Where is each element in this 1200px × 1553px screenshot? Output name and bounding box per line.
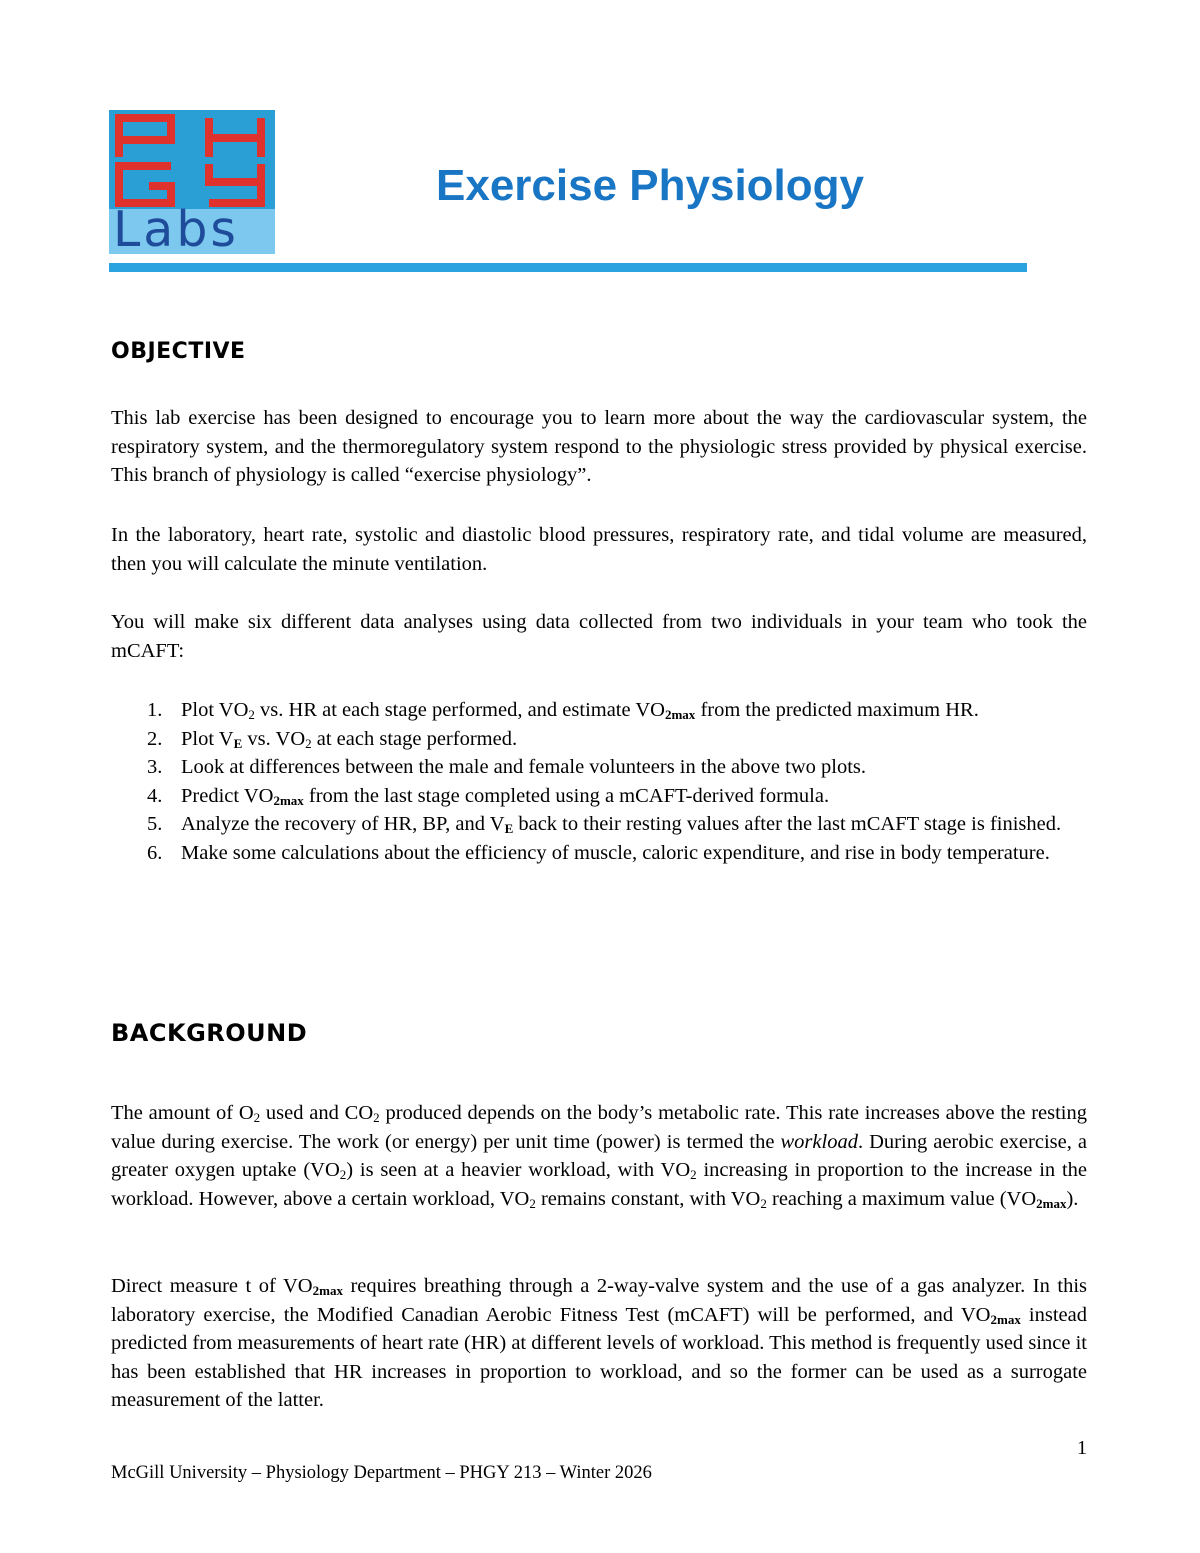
logo-labs-text: Labs: [113, 201, 239, 258]
background-heading: BACKGROUND: [111, 1019, 308, 1047]
page-title: Exercise Physiology: [436, 161, 864, 210]
objective-paragraph-3: You will make six different data analyses using data collected from two individuals in your team who took the mCAFT:: [111, 611, 1087, 662]
objective-paragraph-1: This lab exercise has been designed to encourage you to learn more about the way the cardiovascular system, the respiratory system, and the thermoregulatory system respond to the physiologic stress provided by physical exercise. This branch of physiology is called “exercise physiology”.: [111, 407, 1087, 487]
list-item: 5. Analyze the recovery of HR, BP, and $V_E$ back to their resting values after the last mCAFT stage is finished.: [147, 813, 1062, 837]
page-number: 1: [1077, 1437, 1087, 1459]
background-paragraph-1: The amount of $O_2$ used and $CO_2$ produced depends on the body’s metabolic rate. This rate increases above the resting value during exercise. The work (or energy) per unit time (power) is termed the workload. During aerobic exercise, a greater oxygen uptake $(VO_2)$ is seen at a heavier workload, with $VO_2$ increasing in proportion to the increase in the workload. However, above a certain workload, $VO_2$ remains constant, with $VO_2$ reaching a maximum value $(VO_{2max})$.: [111, 1102, 1087, 1211]
page-footer: McGill University – Physiology Department – PHGY 213 – Winter 2026: [111, 1463, 652, 1483]
list-item: 6. Make some calculations about the efficiency of muscle, caloric expenditure, and rise in body temperature.: [147, 841, 1050, 864]
background-paragraph-2: Direct measure t of $VO_{2max}$ requires breathing through a 2-way-valve system and the use of a gas analyzer. In this laboratory exercise, the Modified Canadian Aerobic Fitness Test (mCAFT) will be performed, and $VO_{2max}$ instead predicted from measurements of heart rate (HR) at different levels of workload. This method is frequently used since it has been established that HR increases in proportion to workload, and so the former can be used as a surrogate measurement of the latter.: [111, 1275, 1087, 1412]
analysis-list: [111, 696, 1087, 868]
objective-paragraph-2: In the laboratory, heart rate, systolic and diastolic blood pressures, respiratory rate, and tidal volume are measured, then you will calculate the minute ventilation.: [111, 524, 1087, 575]
phgy-labs-logo: [109, 110, 275, 258]
list-item: 4. Predict $VO_{2max}$ from the last stage completed using a mCAFT-derived formula.: [147, 784, 830, 808]
phgy-letters-graphic: [109, 110, 275, 210]
list-item: 1. Plot $VO_2$ vs. HR at each stage performed, and estimate $VO_{2max}$ from the predicted maximum HR.: [147, 699, 979, 722]
list-item: 2. Plot $V_E$ vs. $VO_2$ at each stage performed.: [147, 727, 518, 751]
title-rule: [109, 263, 1027, 272]
objective-heading: OBJECTIVE: [111, 339, 246, 364]
list-item: 3. Look at differences between the male and female volunteers in the above two plots.: [147, 756, 866, 779]
